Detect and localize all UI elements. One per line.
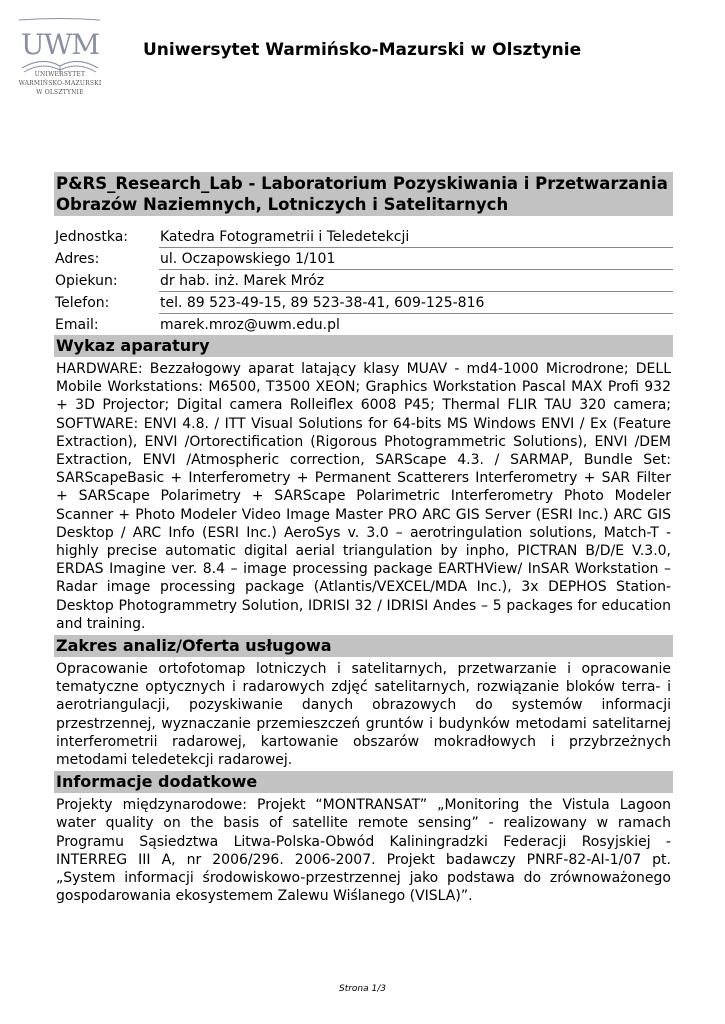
detail-label: Email: (55, 316, 99, 333)
services-heading: Zakres analiz/Oferta usługowa (54, 635, 673, 657)
equipment-text: HARDWARE: Bezzałogowy aparat latający klasy MUAV - md4-1000 Microdrone; DELL Mobile Workstations: M6500, T3500 XEON; Graphics Workstation Pascal MAX Profi 932 + 3D Projector; Digital camera Rolleiflex 6008 P45; Thermal FLIR TAU 320 camera; SOFTWARE: ENVI 4.8. / ITT Visual Solutions for 64-bits MS Windows ENVI / Ex (Feature Extraction), ENVI /Ortorectification (Rigorous Photogrammetric Solutions), ENVI /DEM Extraction, ENVI /Atmospheric correction, SARScape 4.3. / SARMAP, Bundle Set: SARScapeBasic + Interferometry + Permanent Scatterers Interferometry + SAR Filter + SARScape Polarimetry + SARScape Polarimetric Interferometry Photo Modeler Scanner + Photo Modeler Video Image Master PRO ARC GIS Server (ESRI Inc.) ARC GIS Desktop / ARC Info (ESRI Inc.) AeroSys v. 3.0 – aerotringulation solutions, Match-T - highly precise automatic digital aerial triangulation by inpho, PICTRAN B/D/E V.3.0, ERDAS Imagine ver. 8.4 – image processing package EARTHView/ InSAR Workstation – Radar image processing package (Atlantis/VEXCEL/MDA Inc.), 3x DEPHOS Station- Desktop Photogrammetry Solution, IDRISI 32 / IDRISI Andes – 5 packages for education and training. (56, 361, 671, 632)
detail-row (54, 292, 673, 314)
details-table (54, 226, 673, 335)
university-name: Uniwersytet Warmińsko-Mazurski w Olsztynie (143, 40, 582, 60)
detail-row (54, 226, 673, 248)
equipment-heading: Wykaz aparatury (54, 335, 673, 357)
additional-heading: Informacje dodatkowe (54, 771, 673, 793)
detail-label: Opiekun: (55, 273, 118, 289)
detail-value: Katedra Fotogrametrii i Teledetekcji (159, 226, 673, 248)
detail-value: tel. 89 523-49-15, 89 523-38-41, 609-125-816 (159, 292, 673, 314)
services-text: Opracowanie ortofotomap lotniczych i satelitarnych, przetwarzanie i opracowanie tematyczne optycznych i radarowych zdjęć satelitarnych, rozwiązanie bloków terra- i aerotriangulacji, pozyskiwanie danych obrazowych do systemów informacji przestrzennej, wyznaczanie przemieszczeń gruntów i budynków metodami satelitarnej interferometrii radarowej, kartowanie obszarów mokradłowych i przybrzeżnych metodami teledetekcji radarowej. (56, 661, 671, 769)
university-logo (16, 16, 104, 106)
detail-label: Telefon: (55, 295, 110, 311)
logo-line-2: WARMIŃSKO-MAZURSKI (18, 80, 102, 87)
email-link[interactable]: marek.mroz@uwm.edu.pl (160, 317, 340, 333)
lab-title: P&RS_Research_Lab - Laboratorium Pozyskiwania i Przetwarzania Obrazów Naziemnych, Lotniczych i Satelitarnych (54, 172, 673, 216)
detail-label: Jednostka: (55, 229, 129, 246)
detail-label: Adres: (55, 251, 100, 267)
detail-value: ul. Oczapowskiego 1/101 (159, 248, 673, 270)
lab-card (54, 172, 673, 907)
page-number: Strona 1/3 (338, 984, 386, 994)
additional-text: Projekty międzynarodowe: Projekt “MONTRANSAT” „Monitoring the Vistula Lagoon water quality on the basis of satellite remote sensing” - realizowany w ramach Programu Sąsiedztwa Litwa-Polska-Obwód Kaliningradzki Federacji Rosyjskiej - INTERREG III A, nr 2006/296. 2006-2007. Projekt badawczy PNRF-82-AI-1/07 pt.„System informacji środowiskowo-przestrzennej jako podstawa do zrównoważonego gospodarowania ekosystemem Zalewu Wiślanego (VISLA)”. (56, 797, 671, 905)
detail-row (54, 314, 673, 336)
detail-value: dr hab. inż. Marek Mróz (159, 270, 673, 292)
detail-row (54, 270, 673, 292)
logo-line-3: W OLSZTYNIE (36, 89, 84, 96)
logo-letters: UWM (20, 28, 100, 61)
detail-row (54, 248, 673, 270)
logo-line-1: UNIWERSYTET (34, 71, 86, 78)
